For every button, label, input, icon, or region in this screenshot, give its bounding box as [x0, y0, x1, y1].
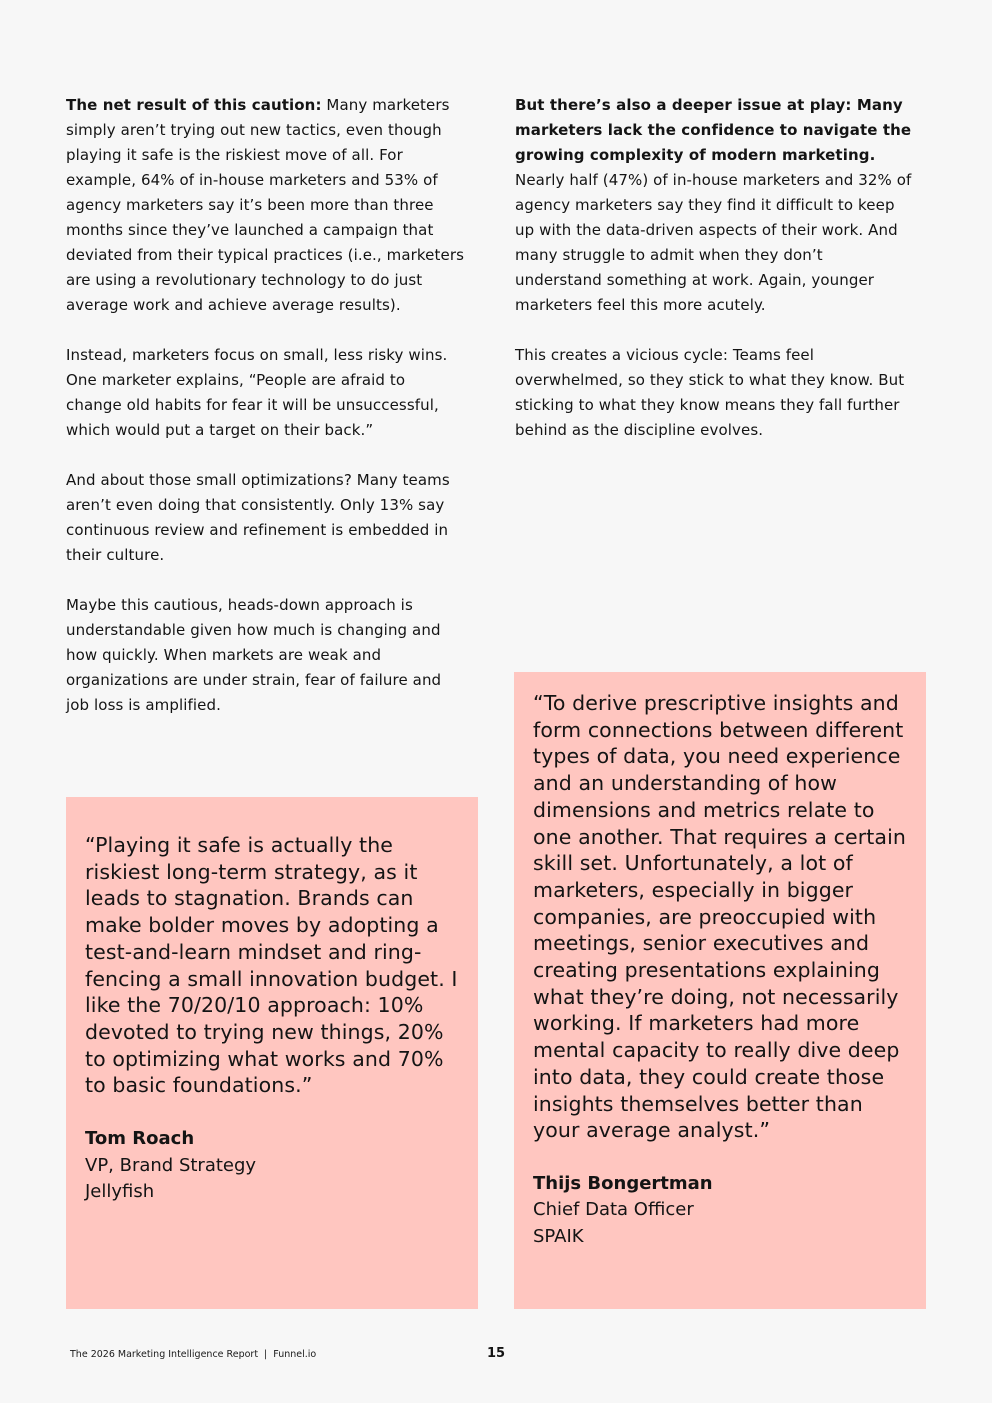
pull-quote-tom-roach: [66, 797, 478, 1309]
right-paragraph-1-body: Nearly half (47%) of in-house marketers and 32% of agency marketers say they find it difficult to keep up with the data-driven aspects of their work. And many struggle to admit when they don’t understand something at work. Again, younger marketers feel this more acutely.: [515, 171, 912, 314]
quote-author-org: Jellyfish: [85, 1181, 155, 1203]
right-column: [515, 93, 913, 468]
left-paragraph-1-body: Many marketers simply aren’t trying out new tactics, even though playing it safe is the riskiest move of all. For example, 64% of in-house marketers and 53% of agency marketers say it’s been more than three months since they’ve launched a campaign that deviated from their typical practices (i.e., marketers are using a revolutionary technology to do just average work and achieve average results).: [66, 96, 464, 314]
quote-author-role: VP, Brand Strategy: [85, 1154, 257, 1176]
footer-report-info: [70, 1348, 316, 1362]
right-paragraph-2: This creates a vicious cycle: Teams feel overwhelmed, so they stick to what they know. But sticking to what they know means they fall further behind as the discipline evolves.: [515, 346, 905, 439]
left-paragraph-1: [66, 93, 464, 318]
quote-text: “To derive prescriptive insights and form connections between different types of data, you need experience and an understanding of how dimensions and metrics relate to one another. That requires a certain skill set. Unfortunately, a lot of marketers, especially in bigger companies, are preoccupied with meetings, senior executives and creating presentations explaining what they’re doing, not necessarily working. If marketers had more mental capacity to really dive deep into data, they could create those insights themselves better than your average analyst.”: [533, 691, 906, 1143]
left-paragraph-3: And about those small optimizations? Many teams aren’t even doing that consistently. Only 13% say continuous review and refinement is embedded in their culture.: [66, 471, 450, 564]
left-paragraph-4: Maybe this cautious, heads-down approach is understandable given how much is changing and how quickly. When markets are weak and organizations are under strain, fear of failure and job loss is amplified.: [66, 596, 442, 714]
quote-author-name: Thijs Bongertman: [533, 1172, 713, 1194]
page-number: 15: [486, 1346, 506, 1361]
footer-separator: |: [264, 1349, 268, 1360]
right-paragraph-1: [515, 93, 913, 318]
quote-author-org: SPAIK: [533, 1225, 584, 1247]
pull-quote-thijs-bongertman: [514, 672, 926, 1309]
quote-author-role: Chief Data Officer: [533, 1199, 694, 1221]
left-paragraph-2: Instead, marketers focus on small, less risky wins. One marketer explains, “People are afraid to change old habits for fear it will be unsuccessful, which would put a target on their back.”: [66, 346, 448, 439]
footer-company: Funnel.io: [273, 1349, 317, 1360]
left-column: [66, 93, 464, 743]
quote-author-name: Tom Roach: [85, 1128, 195, 1150]
quote-text: “Playing it safe is actually the riskiest long-term strategy, as it leads to stagnation. Brands can make bolder moves by adopting a test-and-learn mindset and ring-fencing a small innovation budget. I like the 70/20/10 approach: 10% devoted to trying new things, 20% to optimizing what works and 70% to basic foundations.”: [85, 833, 458, 1098]
footer-report-title: The 2026 Marketing Intelligence Report: [70, 1349, 259, 1360]
right-paragraph-1-lead: But there’s also a deeper issue at play: Many marketers lack the confidence to navigate the growing complexity of modern marketing.: [515, 96, 912, 164]
left-paragraph-1-lead: The net result of this caution:: [66, 96, 322, 114]
